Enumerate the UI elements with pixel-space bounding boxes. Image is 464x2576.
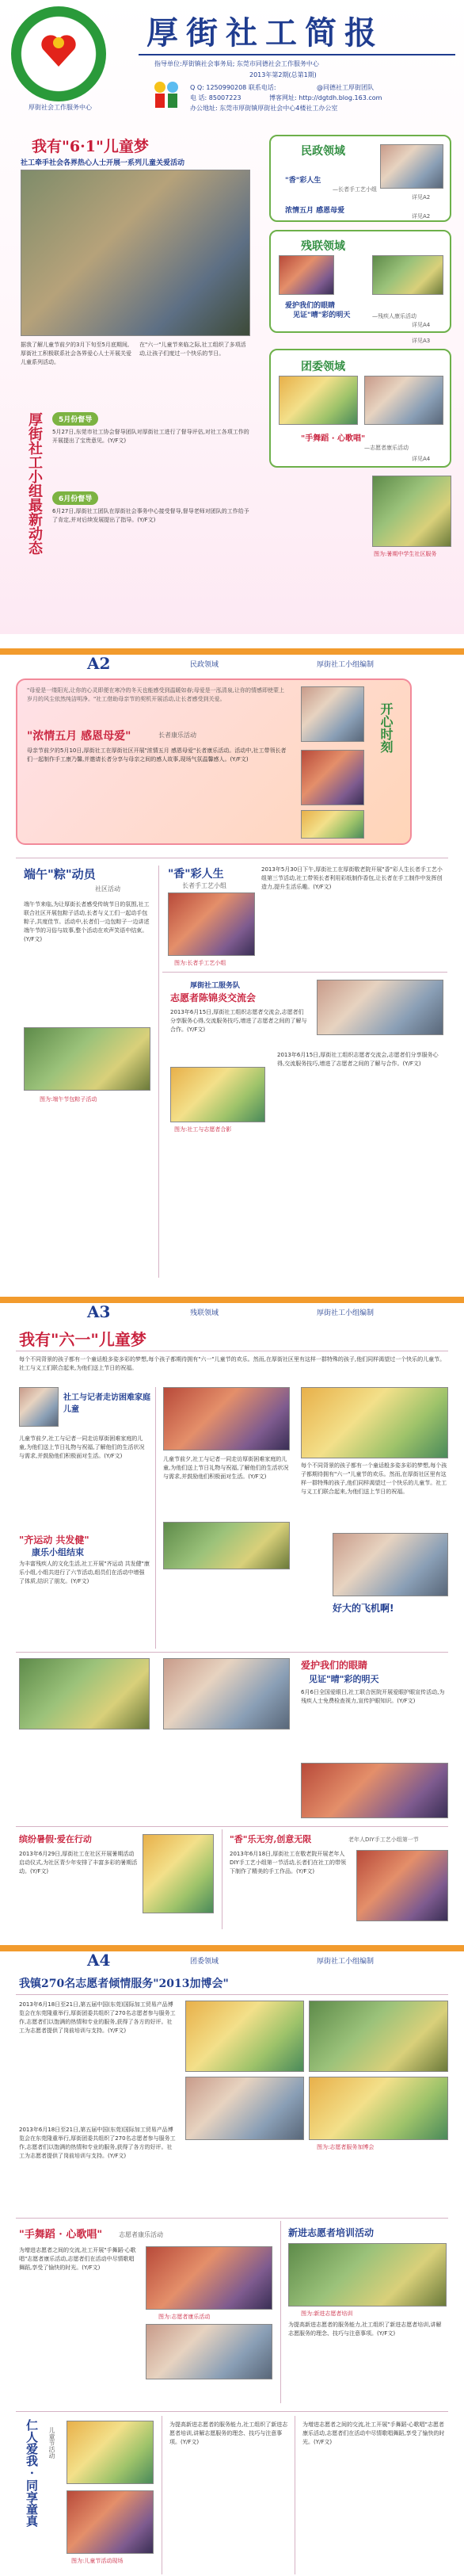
center-photo-2 xyxy=(163,1522,290,1569)
zongzi-text: 端午节来临,为让厚街长者感受传统节日的氛围,社工联合社区开展包粽子活动,长者与义工们一起动手包粽子,共度佳节。活动中,长者们一边包粽子一边讲述端午节的习俗与故事,整个活动在欢声笑语中结束。(Y/F文) xyxy=(24,901,150,942)
right-photo xyxy=(372,476,451,547)
toc-youth-page: 详见A4 xyxy=(412,456,431,462)
logo xyxy=(11,6,106,101)
expo-more: 2013年6月18日至21日,第五届中国(东莞)国际加工贸易产品博览会在东莞隆重举行,厚街团委共组织了270名志愿者参与服务工作,志愿者们以饱满的热情和专业的服务,获得了各方的好评。社工为志愿者提供了岗前培训与支持。(Y/F文) xyxy=(19,2127,176,2159)
toc-disability-page: 详见A4 xyxy=(412,322,431,328)
visit-title: 社工与记者走访困难家庭儿童 xyxy=(63,1393,150,1414)
heart-icon xyxy=(40,33,78,68)
month-may-label: 5月份督导 xyxy=(52,412,98,426)
volunteer-caption: 图为:社工与志愿者合影 xyxy=(174,1126,232,1133)
section-label: A2 xyxy=(87,654,111,673)
kids-icon xyxy=(150,79,182,111)
section-label: A4 xyxy=(87,1951,111,1970)
love-title: 仁人爱我 · 同享童真 xyxy=(25,2419,39,2527)
expo-photo-3 xyxy=(185,2077,304,2140)
love-photo-2 xyxy=(67,2490,154,2554)
eye-photo xyxy=(301,1763,448,1818)
expo-title: 我镇270名志愿者倾情服务"2013加博会" xyxy=(19,1978,229,1990)
page-2 xyxy=(0,648,464,1282)
mid-photo xyxy=(163,1658,290,1729)
love-subtitle: 儿童节活动 xyxy=(48,2427,55,2459)
month-may-text: 5月27日,东莞市社工协会督导团队对厚街社工进行了督导评估,对社工各项工作的开展提出了宝贵意见。(Y/F文) xyxy=(52,429,249,444)
toc-disability-item-b: 见证"晴"彩的明天 xyxy=(293,311,351,319)
summer-text: 2013年6月29日,厚街社工在社区开展暑期活动启动仪式,为社区青少年安排了丰富多彩的暑期活动。(Y/F文) xyxy=(19,1851,138,1875)
zongzi-tag: 社区活动 xyxy=(95,885,120,892)
editor-label: 厚街社工小组编制 xyxy=(317,1957,375,1966)
children-intro: 每个不同背景的孩子都有一个童话般多姿多彩的梦想,每个孩子都期待拥有"六一"儿童节的欢乐。然而,在厚街社区里有这样一群特殊的孩子,他们同样渴望过一个快乐的儿童节。社工与义工们联合起来,为他们送上节日的祝福。 xyxy=(19,1356,446,1371)
intro-text: "母爱是一缕阳光,让你的心灵即便在寒冷的冬天也能感受到温暖如春;母爱是一泓清泉,让你的情感即使蒙上岁月的风尘依然纯洁明净。"社工借助母亲节的契机开展活动,让长者感受到关爱。 xyxy=(27,687,285,702)
fragrance-text: 2013年6月18日,厚街社工在敬老院开展老年人DIY手工艺小组第一节活动,长者们在社工的带领下制作了精美的手工作品。(Y/F文) xyxy=(230,1851,346,1875)
fragrance-subtitle: 老年人DIY手工艺小组第一节 xyxy=(348,1836,419,1843)
toc-disability-photo-b xyxy=(372,255,443,295)
fun-title: "齐运动 共发健" xyxy=(19,1535,89,1546)
toc-children-page: 详见A3 xyxy=(412,338,431,344)
eye-text: 6月6日全国爱眼日,社工联合医院开展爱眼护眼宣传活动,为残疾人士免费检查视力,宣传护眼知识。(Y/F文) xyxy=(301,1689,445,1704)
newsletter-title: 厚街社工简报 xyxy=(146,14,384,52)
toc-civil-heading: 民政领域 xyxy=(301,145,345,158)
love-photo-3 xyxy=(301,810,364,839)
summer-title: 缤纷暑假·爱在行动 xyxy=(19,1834,92,1844)
vertical-title: 厚街社工小组最新动态 xyxy=(26,412,43,555)
zongzi-title: 端午"粽"动员 xyxy=(24,867,96,881)
month-june-label: 6月份督导 xyxy=(52,491,98,505)
love-photo-1 xyxy=(67,2421,154,2484)
dance-title: "手舞蹈 · 心歌唱" xyxy=(19,2229,103,2241)
train-photo-1 xyxy=(288,2243,447,2307)
fun-subtitle: 康乐小组结束 xyxy=(32,1547,84,1557)
feature-text-1: 据我了解儿童节前夕的3月下旬至5月底期间,厚街社工积极联系社会各界爱心人士开展关爱儿童系列活动。 xyxy=(21,342,131,365)
toc-disability-by: —残疾人康乐活动 xyxy=(372,313,416,319)
page-gap xyxy=(0,634,464,648)
sponsor: 指导单位:厚街镇社会事务局; 东莞市同德社会工作服务中心 xyxy=(154,60,319,67)
toc-love: 浓情五月 感恩母爱 xyxy=(285,207,345,215)
volunteer-photo-2 xyxy=(170,1067,265,1122)
love-text-2: 为增进志愿者之间的交流,社工开展"手舞蹈·心歌唱"志愿者康乐活动,志愿者们在活动中尽情歌唱舞蹈,享受了愉快的时光。(Y/F文) xyxy=(302,2421,445,2445)
right-photo-caption: 图为:暑期中学生社区服务 xyxy=(374,551,437,557)
fun-text: 为丰富残疾人的文化生活,社工开展"齐运动 共发健"康乐小组,小组共进行了六节活动,组员们在活动中增强了体质,结识了朋友。(Y/F文) xyxy=(19,1561,150,1584)
right-photo-2 xyxy=(333,1533,448,1596)
domain-label: 团委领域 xyxy=(190,1957,219,1966)
feature-text-2: 在"六一"儿童节来临之际,社工组织了多项活动,让孩子们度过一个快乐的节日。 xyxy=(139,342,246,357)
toc-disability-heading: 残联领域 xyxy=(301,240,345,253)
month-june-text: 6月27日,厚街社工团队在厚街社会事务中心接受督导,督导老师对团队的工作给予了肯定,并对后续发展提出了指导。(Y/F文) xyxy=(52,508,249,523)
visit-text: 儿童节前夕,社工与记者一同走访厚街困难家庭的儿童,为他们送上节日礼物与祝福,了解他们的生活状况与需求,并鼓励他们积极面对生活。(Y/F文) xyxy=(19,1435,145,1459)
page-4 xyxy=(0,1945,464,2576)
feature-photo xyxy=(21,170,250,336)
eye-title: 爱护我们的眼睛 xyxy=(301,1660,368,1671)
expo-photo-2 xyxy=(309,2001,448,2072)
team: @同德社工厚街团队 xyxy=(317,84,374,91)
eye-subtitle: 见证"晴"彩的明天 xyxy=(309,1674,379,1684)
toc-civil-by: —长者手工艺小组 xyxy=(333,186,377,193)
logo-text: 厚街社会工作服务中心 xyxy=(29,104,92,111)
incense-text: 2013年5月30日下午,厚街社工在厚街敬老院开展"香"彩人生长者手工艺小组第三节活动,社工带领长者利用彩纸制作香包,让长者在手工制作中发挥创造力,提升生活乐趣。(Y/F文) xyxy=(261,866,443,890)
page-2-header xyxy=(0,655,464,672)
toc-youth-photo-b xyxy=(364,376,443,425)
love-text: 为提高新进志愿者的服务能力,社工组织了新进志愿者培训,讲解志愿服务的理念、技巧与注意事项。(Y/F文) xyxy=(169,2421,288,2445)
train-text: 为提高新进志愿者的服务能力,社工组织了新进志愿者培训,讲解志愿服务的理念、技巧与注意事项。(Y/F文) xyxy=(288,2322,442,2337)
zongzi-photo xyxy=(24,1027,150,1091)
toc-civil-page: 详见A2 xyxy=(412,194,431,201)
expo-photo-4 xyxy=(309,2077,448,2140)
fragrance-photo xyxy=(356,1850,448,1921)
toc-disability-photo-a xyxy=(279,255,334,295)
dance-text: 为增进志愿者之间的交流,社工开展"手舞蹈·心歌唱"志愿者康乐活动,志愿者们在活动中尽情歌唱舞蹈,享受了愉快的时光。(Y/F文) xyxy=(19,2247,136,2271)
editor-label: 厚街社工小组编制 xyxy=(317,660,375,669)
love-caption: 图为:儿童节活动现场 xyxy=(71,2558,124,2564)
good-title: 好大的飞机啊! xyxy=(333,1603,394,1614)
contact-phone: Q Q: 1250990208 联系电话: xyxy=(190,84,276,91)
center-photo-1 xyxy=(163,1387,290,1450)
summer-photo xyxy=(143,1834,214,1913)
masthead-rule xyxy=(139,54,455,55)
volunteer-subtitle: 志愿者陈锦炎交流会 xyxy=(170,992,257,1003)
toc-civil-item: "香"彩人生 xyxy=(285,177,321,185)
page-4-header xyxy=(0,1951,464,1969)
volunteer-title: 厚街社工服务队 xyxy=(190,982,241,990)
contact-web: 博客网址: http://dgtdh.blog.163.com xyxy=(269,94,382,101)
editor-label: 厚街社工小组编制 xyxy=(317,1309,375,1317)
toc-youth-heading: 团委领域 xyxy=(301,361,345,373)
train-caption: 图为:新进志愿者培训 xyxy=(301,2310,353,2317)
incense-tag: 长者手工艺小组 xyxy=(182,882,226,889)
train-title: 新进志愿者培训活动 xyxy=(288,2227,375,2238)
volunteer-text: 2013年6月15日,厚街社工组织志愿者交流会,志愿者们分享服务心得,交流服务技巧,增进了志愿者之间的了解与合作。(Y/F文) xyxy=(170,1009,307,1033)
dance-photo-1 xyxy=(146,2246,272,2310)
children-title: 我有"六一"儿童梦 xyxy=(19,1330,146,1349)
incense-photo xyxy=(168,892,255,956)
toc-youth-item: "手舞蹈 · 心歌唱" xyxy=(301,434,366,443)
toc-youth-photo-a xyxy=(279,376,358,425)
issue: 2013年第2期(总第1期) xyxy=(249,71,317,78)
contact-tel: 电 话: 85007223 xyxy=(190,94,242,101)
domain-label: 民政领域 xyxy=(190,660,219,669)
dance-subtitle: 志愿者康乐活动 xyxy=(119,2231,163,2238)
center-text: 儿童节前夕,社工与记者一同走访厚街困难家庭的儿童,为他们送上节日礼物与祝福,了解他们的生活状况与需求,并鼓励他们积极面对生活。(Y/F文) xyxy=(163,1456,289,1480)
toc-disability-item-a: 爱护我们的眼睛 xyxy=(285,302,336,310)
toc-love-page: 详见A2 xyxy=(412,213,431,220)
love-tag: 长者康乐活动 xyxy=(158,732,196,739)
expo-text: 2013年6月18日至21日,第五届中国(东莞)国际加工贸易产品博览会在东莞隆重举行,厚街团委共组织了270名志愿者参与服务工作,志愿者们以饱满的热情和专业的服务,获得了各方的好评。社工为志愿者提供了岗前培训与支持。(Y/F文) xyxy=(19,2001,176,2034)
right-text: 每个不同背景的孩子都有一个童话般多姿多彩的梦想,每个孩子都期待拥有"六一"儿童节的欢乐。然而,在厚街社区里有这样一群特殊的孩子,他们同样渴望过一个快乐的儿童节。社工与义工们联合起来,为他们送上节日的祝福。 xyxy=(301,1462,447,1495)
expo-photo-1 xyxy=(185,2001,304,2072)
love-side: 开心时刻 xyxy=(378,702,394,753)
dance-photo-2 xyxy=(146,2324,272,2379)
love-photo-2 xyxy=(301,750,364,805)
zongzi-caption: 图为:端午节包粽子活动 xyxy=(40,1096,97,1103)
contact-office: 办公地址: 东莞市厚街镇厚街社会中心4楼社工办公室 xyxy=(190,105,338,112)
volunteer-photo-1 xyxy=(317,980,443,1035)
feature-subtitle: 社工牵手社会各界热心人士开展一系列儿童关爱活动 xyxy=(21,159,185,167)
love-title: "浓情五月 感恩母爱" xyxy=(27,730,131,743)
incense-caption: 图为:长者手工艺小组 xyxy=(174,960,226,966)
page-3 xyxy=(0,1297,464,1931)
love-text: 母亲节前夕的5月10日,厚街社工在厚街社区开展"浓情五月 感恩母爱"长者康乐活动。活动中,社工带领长者们一起制作手工康乃馨,并邀请长者分享与母亲之间的感人故事,现场气氛温馨感人。(Y/F文) xyxy=(27,747,287,762)
page-3-header xyxy=(0,1303,464,1320)
section-label: A3 xyxy=(87,1302,111,1321)
toc-youth-by: —志愿者康乐活动 xyxy=(364,445,409,451)
feature-title: 我有"6·1"儿童梦 xyxy=(32,138,149,155)
right-photo-1 xyxy=(301,1387,448,1458)
incense-title: "香"彩人生 xyxy=(168,868,224,881)
dance-caption: 图为:志愿者康乐活动 xyxy=(158,2314,211,2320)
expo-caption: 图为:志愿者服务加博会 xyxy=(317,2144,375,2150)
love-photo-1 xyxy=(301,686,364,742)
volunteer-more: 2013年6月15日,厚街社工组织志愿者交流会,志愿者们分享服务心得,交流服务技巧,增进了志愿者之间的了解与合作。(Y/F文) xyxy=(277,1052,439,1067)
fragrance-title: "香"乐无穷,创意无限 xyxy=(230,1834,312,1844)
page-1 xyxy=(0,0,464,634)
domain-label: 残联领域 xyxy=(190,1309,219,1317)
toc-civil-photo xyxy=(380,144,443,189)
visit-photo xyxy=(19,1387,59,1427)
fun-photo xyxy=(19,1658,150,1729)
